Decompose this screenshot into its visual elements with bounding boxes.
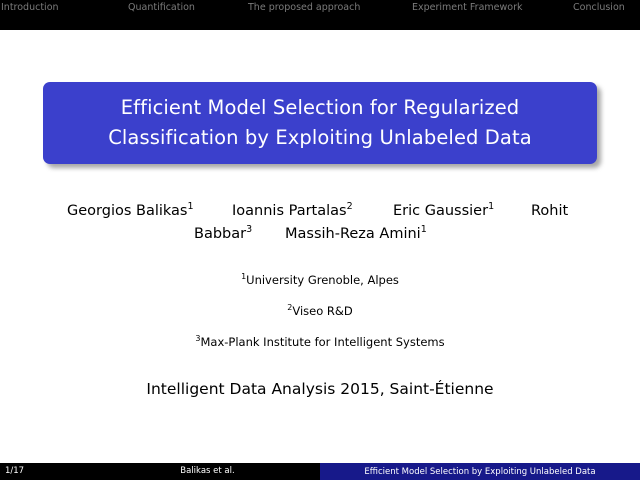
footer-bar: [0, 463, 640, 480]
section-navigation: [0, 0, 640, 30]
footer-author: Balikas et al.: [180, 466, 235, 476]
author-row-1c: [393, 200, 494, 223]
author-name: Ioannis Partalas: [232, 203, 347, 219]
nav-item-proposed-approach[interactable]: The proposed approach: [248, 2, 361, 13]
affiliation-number: 1: [241, 272, 247, 281]
author-affiliation-mark: 1: [488, 201, 495, 212]
author-row-2b: [285, 223, 427, 246]
page-number: 1/17: [5, 466, 25, 476]
affiliation-number: 3: [195, 334, 201, 343]
affiliation-1: [0, 273, 640, 287]
author-affiliation-mark: 2: [346, 201, 353, 212]
nav-item-quantification[interactable]: Quantification: [128, 2, 195, 13]
affiliation-text: Viseo R&D: [292, 304, 353, 318]
author-row-2: [194, 223, 252, 246]
nav-item-conclusion[interactable]: Conclusion: [573, 2, 625, 13]
affiliation-3: [0, 335, 640, 349]
author-row-1: [67, 200, 194, 223]
footer-right: [320, 463, 640, 480]
affiliation-number: 2: [287, 303, 293, 312]
author-name: Babbar: [194, 226, 247, 242]
author-affiliation-mark: 1: [420, 224, 427, 235]
affiliation-text: Max-Plank Institute for Intelligent Systems: [200, 335, 445, 349]
slide-title: Efficient Model Selection for Regularized Classification by Exploiting Unlabeled Data: [108, 96, 532, 149]
title-box: [43, 82, 597, 164]
author-name: Eric Gaussier: [393, 203, 489, 219]
author-name: Rohit: [531, 203, 569, 219]
conference-line: Intelligent Data Analysis 2015, Saint-Étienne: [146, 380, 494, 398]
affiliation-text: University Grenoble, Alpes: [246, 273, 399, 287]
footer-short-title: Efficient Model Selection by Exploiting Unlabeled Data: [364, 466, 596, 477]
author-name: Massih-Reza Amini: [285, 226, 421, 242]
nav-item-introduction[interactable]: Introduction: [1, 2, 59, 13]
author-affiliation-mark: 1: [187, 201, 194, 212]
affiliation-2: [0, 304, 640, 318]
author-row-1b: [232, 200, 353, 223]
footer-left: [0, 463, 320, 480]
author-affiliation-mark: 3: [246, 224, 253, 235]
author-row-1d: [531, 200, 568, 223]
nav-item-experiment-framework[interactable]: Experiment Framework: [412, 2, 523, 13]
author-name: Georgios Balikas: [67, 203, 188, 219]
